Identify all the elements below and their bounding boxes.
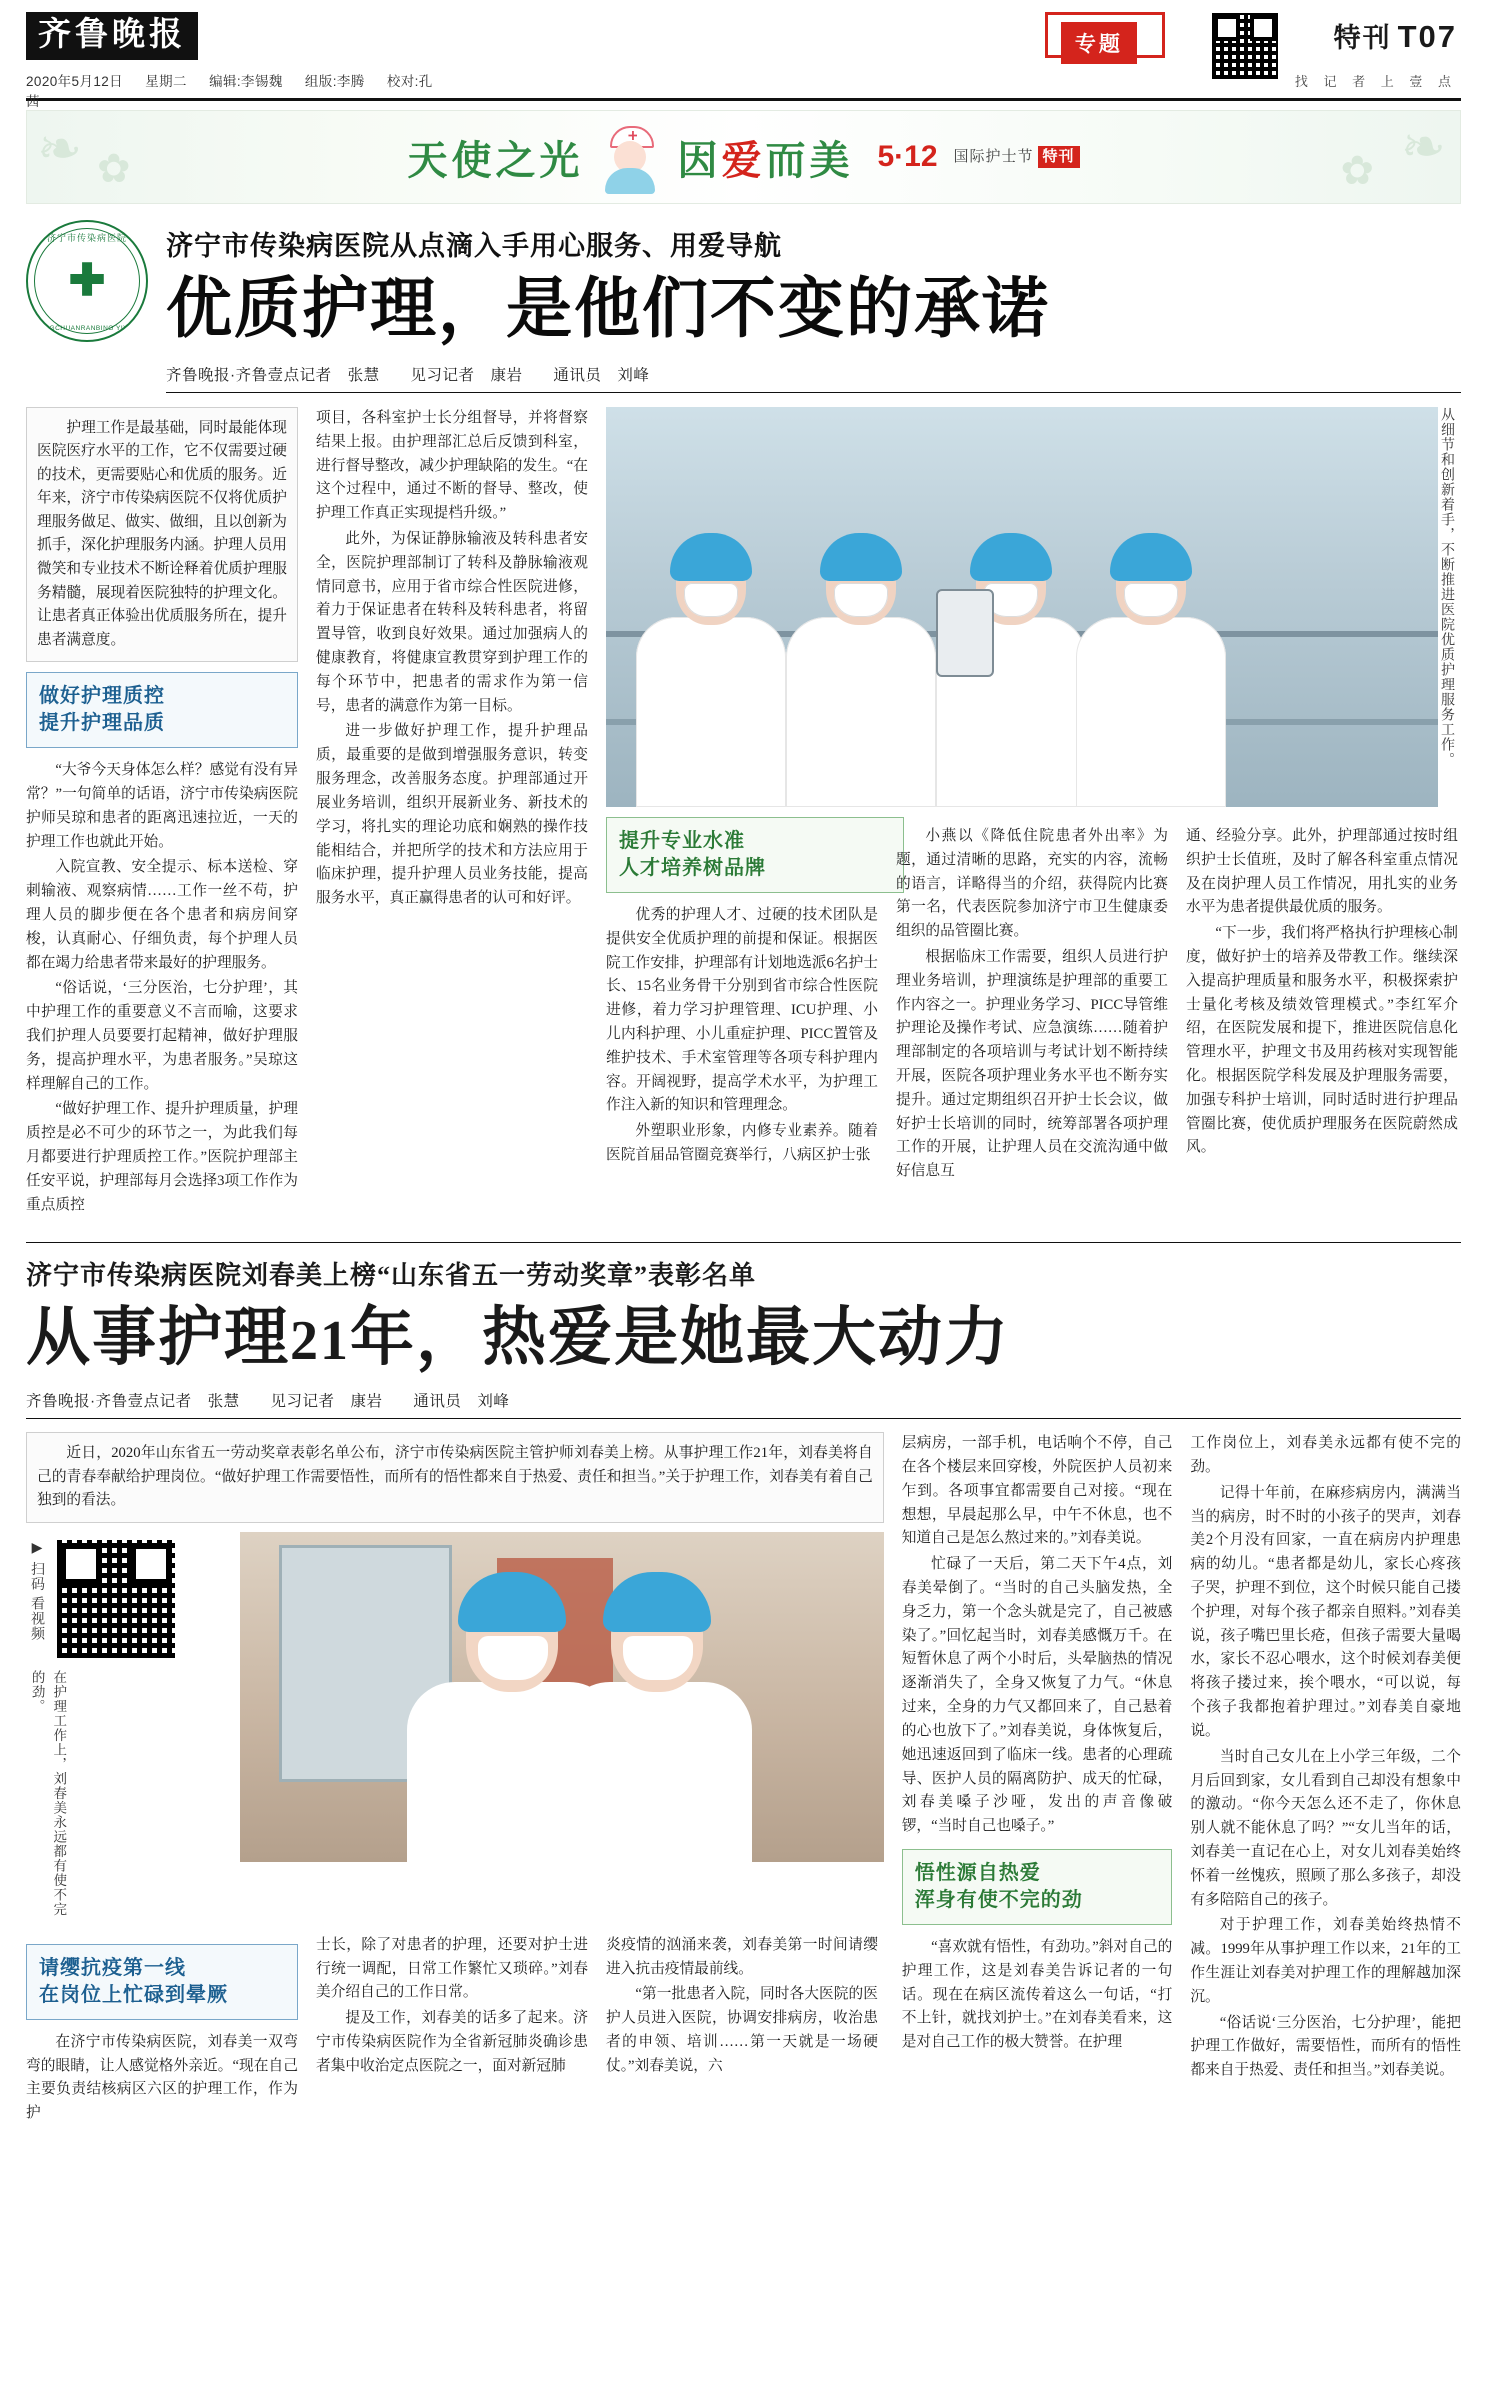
article-1-column-1 (26, 407, 298, 1220)
paragraph: 外塑职业形象，内修专业素养。随着医院首届品管圈竞赛举行，八病区护士张 (606, 1123, 878, 1164)
medical-cross-icon: ✚ (68, 256, 106, 305)
subhead-2-line-1: 提升专业水准 (619, 829, 745, 852)
paragraph: “俗话说，‘三分医治，七分护理’，其中护理工作的重要意义不言而喻，这要求我们护理人员要要打起精神，做好护理服务，提高护理水平，为患者服务。”吴琼这样理解自己的工作。 (26, 980, 298, 1092)
article-1-subhead-1 (26, 672, 298, 748)
subhead-2-line-2: 人才培养树品牌 (619, 856, 766, 879)
article-2-byline (26, 1389, 1461, 1411)
article-1-titles (166, 220, 1461, 393)
article-2-shoulder: 济宁市传染病医院刘春美上榜“山东省五一劳动奖章”表彰名单 (26, 1260, 757, 1290)
byline-intern: 见习记者 康岩 (410, 366, 523, 384)
article-2-rule (26, 1418, 1461, 1419)
paragraph: “下一步，我们将严格执行护理核心制度，做好护士的培养及带教工作。继续深入提高护理质量和服务水平，积极探索护士量化考核及绩效管理模式。”李红军介绍，在医院发展和提下，推进医院信息化管理水平，护理文书及用药核对实现智能化。根据医院学科发展及护理服务需要，加强专科护士培训，同时适时进行护理品管圈比赛，使优质护理服务在医院蔚然成风。 (1186, 925, 1458, 1156)
paragraph: 项目，各科室护士长分组督导，并将督察结果上报。由护理部汇总后反馈到科室，进行督导整改，减少护理缺陷的发生。“在这个过程中，通过不断的督导、整改，使护理工作真正实现提档升级。” (316, 409, 588, 522)
byline-correspondent: 通讯员 刘峰 (553, 366, 650, 384)
article-2-title-part-2: 年，热爱是她最大动力 (350, 1301, 1010, 1373)
paragraph: “俗话说‘三分医治，七分护理’，能把护理工作做好，需要悟性，而所有的悟性都来自于热爱、责任和担当。”刘春美说。 (1190, 2014, 1461, 2079)
scan-video-label: ▶ 扫码 看视频 (29, 1539, 44, 1641)
paragraph: 在济宁市传染病医院，刘春美一双弯弯的眼睛，让人感觉格外亲近。“现在自己主要负责结核病区六区的护理工作，作为护 (26, 2033, 298, 2122)
paragraph: 根据临床工作需要，组织人员进行护理业务培训，护理演练是护理部的重要工作内容之一。护理业务学习、PICC导管维护理论及操作考试、应急演练……随着护理部制定的各项培训与考试计划不断持续开展，医院各项护理业务水平也不断夯实提升。通过定期组织召开护士长会议，做好护士长培训的同时，统筹部署各项护理工作的开展，让护理人员在交流沟通中做好信息互 (896, 948, 1168, 1180)
masthead-meta (26, 70, 456, 110)
paragraph: 当时自己女儿在上小学三年级，二个月后回到家，女儿看到自己却没有想象中的激动。“你今天怎么还不走了，你休息别人就不能休息了吗？”“女儿当年的话，刘春美一直记在心上，对女儿刘春美始终怀着一丝愧疚，照顾了那么多孩子，却没有多陪陪自己的孩子。 (1190, 1748, 1461, 1908)
paragraph: 优秀的护理人才、过硬的技术团队是提供安全优质护理的前提和保证。根据医院工作安排，护理部有计划地选派6名护士长、15名业务骨干分别到省市综合性医院进修，着力学习护理管理、ICU护理、小儿内科护理、小儿重症护理、PICC置管及维护技术、手术室管理等各项专科护理内容。开阔视野，提高学术水平，为护理工作注入新的知识和管理理念。 (606, 906, 878, 1114)
masthead-right (1045, 12, 1461, 90)
seal-arc-bottom: JININGCHUANRANBING YIYUAN (30, 325, 144, 332)
upload-label: 上 壹 点 (1380, 74, 1457, 89)
article-2-subcolumn-3 (606, 1934, 878, 2128)
special-label: 特刊 (1333, 23, 1392, 53)
paragraph: “喜欢就有悟性，有劲功。”斜对自己的护理工作，这是刘春美告诉记者的一句话。现在在病区流传着这么一句话，“打不上针，就找刘护士。”在刘春美看来，这是对自己工作的极大赞誉。在护理 (901, 1938, 1173, 2051)
qr-code-icon[interactable] (1211, 12, 1279, 80)
article-1-column-3 (606, 407, 878, 1220)
banner-title-right-2: 爱 (721, 137, 766, 183)
article-1-subhead-2 (606, 817, 904, 893)
article-1-byline (166, 363, 1461, 385)
lead-text: 护理工作是最基础，同时最能体现医院医疗水平的工作，它不仅需要过硬的技术，更需要贴心和优质的服务。近年来，济宁市传染病医院不仅将优质护理服务做足、做实、做细，且以创新为抓手，深化护理服务内涵。护理人员用微笑和专业技术不断诠释着优质护理服务精髓，展现着医院独特的护理文化。让患者真正体验出优质服务所在，提升患者满意度。 (37, 419, 287, 648)
layout-credit: 组版:李腾 (304, 74, 365, 90)
article-2-photo (240, 1532, 884, 1862)
article-2-title (26, 1302, 1461, 1374)
masthead (26, 0, 1461, 110)
banner-title-left: 天使之光 (407, 137, 584, 183)
page-number: T07 (1397, 19, 1457, 54)
banner-date: 5·12 (877, 140, 938, 173)
subhead-2-line-2: 浑身有使不完的劲 (914, 1888, 1083, 1911)
nurse-figure (1076, 549, 1226, 807)
paragraph: 工作岗位上，刘春美永远都有使不完的劲。 (1190, 1435, 1461, 1475)
nurse-figure (562, 1592, 752, 1862)
article-2-column-5 (1190, 1432, 1461, 2128)
banner-tag-line1: 国际护士节 (953, 149, 1034, 165)
paragraph: 对于护理工作，刘春美始终热情不减。1999年从事护理工作以来，21年的工作生涯让刘春美对护理工作的理解越加深沉。 (1190, 1917, 1461, 2005)
nurse-figure (786, 549, 936, 807)
paragraph: 入院宣教、安全提示、标本送检、穿刺输液、观察病情……工作一丝不苟，护理人员的脚步便在各个患者和病房间穿梭，认真耐心、仔细负责，每个护理人员都在竭力给患者带来最好的护理服务。 (26, 859, 298, 971)
paragraph: 此外，为保证静脉输液及转科患者安全，医院护理部制订了转科及静脉输液观情同意书，应用于省市综合性医院进修，着力于保证患者在转科及转科患者，将留置导管，收到良好效果。通过加强病人的健康教育，将健康宣教贯穿到护理工作的每个环节中，把患者的需求作为第一信号，患者的满意作为第一目标。 (316, 530, 588, 714)
seal-arc-top: 济宁市传染病医院 (46, 233, 127, 243)
article-1 (26, 220, 1461, 1220)
paragraph: 提及工作，刘春美的话多了起来。济宁市传染病医院作为全省新冠肺炎确诊患者集中收治定点医院之一，面对新冠肺 (316, 2010, 588, 2074)
article-1-photo (606, 407, 1438, 807)
article-2-subcolumn-2 (316, 1934, 588, 2128)
paragraph: 进一步做好护理工作，提升护理品质，最重要的是做到增强服务意识，转变服务理念，改善服务态度。护理部通过开展业务培训，组织开展新业务、新技术的学习，将扎实的理论功底和娴熟的操作技能相结合，并把所学的技术和方法应用于临床护理，提升护理人员业务技能，提高服务水平，真正赢得患者的认可和好评。 (316, 723, 588, 907)
nurse-figure (936, 549, 1086, 807)
byline-intern: 见习记者 康岩 (270, 1393, 383, 1411)
editor-credit: 编辑:李锡魏 (209, 74, 283, 90)
byline-reporters: 齐鲁晚报·齐鲁壹点记者 张慧 (166, 366, 380, 384)
paragraph: 层病房，一部手机，电话响个不停，自己在各个楼层来回穿梭，外院医护人员初来乍到。各项事宜都需要自己对接。“现在想想，早晨起那么早，中午不休息，也不知道自己是怎么熬过来的。”刘春美说。 (901, 1435, 1173, 1547)
banner-inner (407, 120, 1079, 194)
banner-tag-line2: 特刊 (1038, 146, 1080, 168)
leaf-icon: ✿ (1340, 148, 1374, 193)
lead-text: 近日，2020年山东省五一劳动奖章表彰名单公布，济宁市传染病医院主管护师刘春美上榜。从事护理工作21年，刘春美将自己的青春奉献给护理岗位。“做好护理工作需要悟性，而所有的悟性都来自于热爱、责任和担当。”关于护理工作，刘春美有着自己独到的看法。 (37, 1445, 873, 1509)
article-1-column-2 (316, 407, 588, 1220)
qr-code-icon[interactable] (57, 1540, 175, 1658)
video-qr-block[interactable] (26, 1540, 226, 1658)
paragraph: “大爷今天身体怎么样？感觉有没有异常？”一句简单的话语，济宁市传染病医院护师吴琼和患者的距离迅速拉近，一天的护理工作也就此开始。 (26, 762, 298, 850)
section-badge-wrap (1045, 12, 1195, 68)
article-1-lead (26, 407, 298, 662)
paragraph: “做好护理工作、提升护理质量，护理质控是必不可少的环节之一，为此我们每月都要进行护理质控工作。”医院护理部主任安平说，护理部每月会选择3项工作作为重点质控 (26, 1101, 298, 1213)
special-banner (26, 110, 1461, 204)
article-2-column-4 (902, 1432, 1173, 2128)
banner-title-right-3: 而美 (765, 137, 854, 183)
article-2-subcolumn-1 (26, 1934, 298, 2128)
leaf-icon: ❧ (37, 119, 83, 179)
banner-title-right (677, 129, 853, 186)
paragraph: 忙碌了一天后，第二天下午4点，刘春美晕倒了。“当时的自己头脑发热，全身乏力，第一个念头就是完了，自己被感染了。”回忆起当时，刘春美感慨万千。在短暂休息了两个小时后，头晕脑热的情况逐渐消失了，全身又恢复了力气。“休息过来，全身的力气又都回来了，自己悬着的心也放下了。”刘春美说，身体恢复后，她迅速返回到了临床一线。患者的心理疏导、医护人员的隔离防护、成天的忙碌，刘春美嗓子沙哑，发出的声音像破锣，“当时自己也嗓子。” (901, 1556, 1173, 1835)
subhead-1-line-1: 请缨抗疫第一线 (39, 1956, 186, 1979)
article-1-title: 优质护理，是他们不变的承诺 (166, 273, 1050, 346)
issue-line (1295, 16, 1457, 55)
article-2-title-number: 21 (290, 1309, 350, 1372)
article-1-shoulder: 济宁市传染病医院从点滴入手用心服务、用爱导航 (166, 231, 782, 261)
smartphone-icon (936, 589, 994, 677)
article-1-body (26, 407, 1461, 1220)
paragraph: 炎疫情的汹涌来袭，刘春美第一时间请缨进入抗击疫情最前线。 (606, 1936, 878, 1977)
article-2 (26, 1242, 1461, 2128)
article-2-title-part-1: 从事护理 (26, 1301, 290, 1373)
banner-tag (954, 146, 1080, 168)
publish-date: 2020年5月12日 (26, 74, 124, 90)
article-2-top-rule (26, 1242, 1461, 1243)
subhead-1-line-2: 在岗位上忙碌到晕厥 (39, 1983, 228, 2006)
leaf-icon: ✿ (97, 146, 131, 191)
banner-title-right-1: 因 (677, 137, 722, 183)
paragraph: 通、经验分享。此外，护理部通过按时组织护士长值班，及时了解各科室重点情况及在岗护理人员工作情况，用扎实的业务水平为患者提供最优质的服务。 (1186, 827, 1458, 916)
paragraph: “第一批患者入院，同时各大医院的医护人员进入医院，协调安排病房，收治患者的申领、培训……第一天就是一场硬仗。”刘春美说，六 (606, 1986, 878, 2074)
subhead-2-line-1: 悟性源自热爱 (914, 1861, 1041, 1884)
paragraph: 记得十年前，在麻疹病房内，满满当当的病房，时不时的小孩子的哭声，刘春美2个月没有回家，一直在病房内护理患病的幼儿。“患者都是幼儿，家长心疼孩子哭，护理不到位，这个时候只能自己搂个护理，对每个孩子都亲自照料。”刘春美说，孩子嘴巴里长疮，但孩子需要大量喝水，家长不忍心喂水，这个时候刘春美便将孩子搂过来，挨个喂水，“可以说，每个孩子我都抱着护理过。”刘春美自豪地说。 (1190, 1484, 1461, 1739)
subhead-1-line-2: 提升护理品质 (39, 712, 165, 735)
proofreader-credit: 校对:孔茜 (26, 74, 433, 110)
issue-sub (1295, 71, 1457, 90)
article-2-body (26, 1432, 1461, 2128)
article-1-header (26, 220, 1461, 393)
section-badge: 专题 (1061, 22, 1137, 64)
article-1-rule (166, 392, 1461, 393)
article-1-photo-caption: 从细节和创新着手，不断推进医院优质护理服务工作。 (1439, 406, 1454, 767)
paragraph: 士长，除了对患者的护理，还要对护士进行统一调配，日常工作繁忙又琐碎。”刘春美介绍自己的工作日常。 (316, 1936, 588, 2001)
paragraph: 小燕以《降低住院患者外出率》为题，通过清晰的思路，充实的内容，流畅的语言，详略得当的介绍，获得院内比赛第一名，代表医院参加济宁市卫生健康委组织的品管圈比赛。 (896, 827, 1168, 940)
article-2-subhead-2 (902, 1849, 1173, 1925)
byline-reporters: 齐鲁晚报·齐鲁壹点记者 张慧 (26, 1393, 240, 1411)
nurse-illustration-icon (593, 120, 667, 194)
byline-correspondent: 通讯员 刘峰 (413, 1393, 510, 1411)
hospital-seal-icon (26, 220, 148, 342)
article-2-photo-caption: 在护理工作上，刘春美永远都有使不完的劲。 (29, 1669, 67, 1917)
article-2-column-1 (26, 1432, 884, 2128)
subhead-1-line-1: 做好护理质控 (39, 685, 165, 708)
issue-info (1295, 12, 1457, 90)
find-reporter-label: 找 记 者 (1294, 74, 1372, 89)
article-2-subhead-1 (26, 1944, 298, 2020)
leaf-icon: ❧ (1400, 117, 1446, 177)
weekday: 星期二 (145, 74, 187, 90)
nurse-figure (636, 549, 786, 807)
masthead-left (26, 12, 456, 110)
article-2-lead (26, 1432, 884, 1523)
newspaper-logo: 齐鲁晚报 (26, 12, 198, 60)
